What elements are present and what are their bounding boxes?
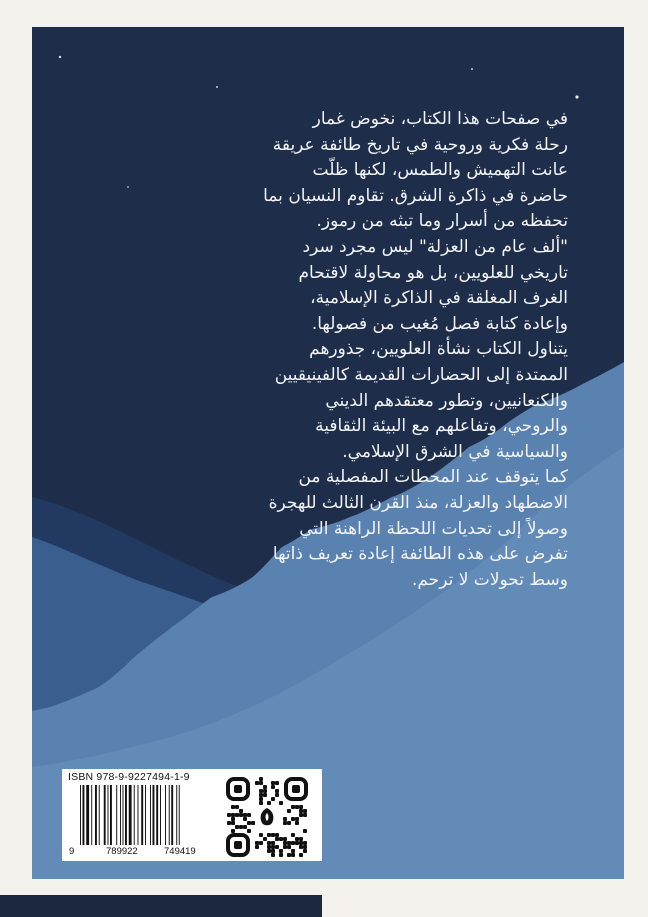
qr-module <box>275 793 279 797</box>
qr-module <box>243 817 247 821</box>
barcode-bar <box>110 785 112 845</box>
qr-module <box>299 805 303 809</box>
qr-module <box>243 813 247 817</box>
qr-module <box>271 841 275 845</box>
qr-module <box>271 849 275 853</box>
qr-module <box>279 849 283 853</box>
qr-module <box>299 837 303 841</box>
blurb-line: في صفحات هذا الكتاب، نخوض غمار <box>312 109 568 129</box>
barcode-bar <box>171 785 173 845</box>
barcode-bar <box>120 785 121 845</box>
spine-strip <box>0 895 322 917</box>
barcode-digits-right: 749419 <box>164 846 196 857</box>
barcode-bar <box>160 785 161 845</box>
qr-module <box>235 805 239 809</box>
barcode-bar <box>165 785 166 845</box>
blurb-line: وصولاً إلى تحديات اللحظة الراهنة التي <box>299 518 568 539</box>
qr-module <box>255 845 259 849</box>
qr-module <box>283 817 287 821</box>
qr-module <box>275 845 279 849</box>
qr-module <box>231 821 235 825</box>
qr-module <box>291 805 295 809</box>
qr-module <box>299 813 303 817</box>
qr-module <box>303 841 307 845</box>
barcode-bar <box>156 785 158 845</box>
qr-module <box>259 833 263 837</box>
barcode-bar <box>99 785 100 845</box>
star <box>575 95 578 98</box>
qr-module <box>279 837 283 841</box>
blurb-line: عانت التهميش والطمس، لكنها ظلّت <box>312 160 568 181</box>
qr-module <box>303 829 307 833</box>
star <box>471 68 473 70</box>
blurb-line: والكنعانيين، وتطور معتقدهم الديني <box>325 390 568 411</box>
qr-module <box>299 853 303 857</box>
qr-module <box>271 833 275 837</box>
barcode-digit-lead: 9 <box>69 846 75 857</box>
barcode-bar <box>179 785 180 845</box>
qr-module <box>231 817 235 821</box>
qr-module <box>287 853 291 857</box>
barcode-bar <box>86 785 89 845</box>
qr-module <box>267 849 271 853</box>
qr-module <box>227 821 231 825</box>
barcode-bar <box>129 785 132 845</box>
qr-module <box>267 845 271 849</box>
barcode-bar <box>123 785 124 845</box>
qr-module <box>271 797 275 801</box>
qr-module <box>267 841 271 845</box>
qr-module <box>271 785 275 789</box>
qr-module <box>263 793 267 797</box>
qr-module <box>231 813 235 817</box>
blurb-line: وإعادة كتابة فصل مُغيب من فصولها. <box>311 313 568 334</box>
barcode-bar <box>145 785 146 845</box>
barcode-bar <box>150 785 151 845</box>
qr-module <box>247 821 251 825</box>
qr-module <box>283 837 287 841</box>
qr-code-icon <box>224 775 310 859</box>
qr-module <box>235 813 239 817</box>
qr-module <box>255 841 259 845</box>
qr-module <box>227 813 231 817</box>
qr-module <box>255 781 259 785</box>
qr-module <box>295 817 299 821</box>
blurb-line: حاضرة في ذاكرة الشرق. تقاوم النسيان بما <box>263 185 568 206</box>
qr-module <box>267 833 271 837</box>
qr-module <box>295 841 299 845</box>
blurb-line: كما يتوقف عند المحطات المفصلية من <box>298 467 568 488</box>
qr-module <box>275 781 279 785</box>
qr-module <box>271 853 275 857</box>
qr-module <box>247 813 251 817</box>
qr-module <box>271 781 275 785</box>
qr-module <box>259 793 263 797</box>
qr-module <box>283 845 287 849</box>
qr-module <box>279 853 283 857</box>
qr-module <box>295 837 299 841</box>
qr-module <box>291 849 295 853</box>
qr-module <box>279 801 283 805</box>
qr-module <box>275 789 279 793</box>
qr-module <box>303 849 307 853</box>
blurb-line: والروحي، وتفاعلهم مع البيئة الثقافية <box>315 416 568 437</box>
barcode-bar <box>80 785 81 845</box>
blurb-line: "ألف عام من العزلة" ليس مجرد سرد <box>302 236 568 257</box>
star <box>216 86 218 88</box>
qr-module <box>303 809 307 813</box>
blurb-line: وسط تحولات لا ترحم. <box>411 569 568 590</box>
qr-module <box>259 797 263 801</box>
qr-module <box>259 841 263 845</box>
barcode-bar <box>153 785 155 845</box>
blurb-line: رحلة فكرية وروحية في تاريخ طائفة عريقة <box>272 134 568 155</box>
blurb-line: يتناول الكتاب نشأة العلويين، جذورهم <box>309 339 568 360</box>
barcode-bar <box>176 785 177 845</box>
qr-module <box>275 833 279 837</box>
qr-module <box>247 829 251 833</box>
barcode-bar <box>95 785 97 845</box>
qr-module <box>291 841 295 845</box>
barcode-bar <box>83 785 85 845</box>
qr-module <box>267 801 271 805</box>
isbn-label: ISBN 978-9-9227494-1-9 <box>68 771 190 783</box>
star <box>59 56 61 58</box>
qr-module <box>291 817 295 821</box>
qr-module <box>239 813 243 817</box>
qr-module <box>291 833 295 837</box>
barcode-bar <box>134 785 135 845</box>
blurb-line: الاضطهاد والعزلة، منذ القرن الثالث للهجرة <box>268 492 568 513</box>
qr-module <box>271 845 275 849</box>
qr-module <box>303 813 307 817</box>
qr-module <box>243 825 247 829</box>
qr-module <box>283 821 287 825</box>
blurb-line: تاريخي للعلويين، بل هو محاولة لاقتحام <box>298 262 568 283</box>
qr-module <box>295 805 299 809</box>
qr-module <box>235 825 239 829</box>
barcode-bar <box>169 785 170 845</box>
qr-module <box>287 809 291 813</box>
publisher-logo-icon <box>256 806 278 828</box>
qr-module <box>283 841 287 845</box>
qr-module <box>287 821 291 825</box>
qr-module <box>239 809 243 813</box>
barcode-bars <box>80 785 218 845</box>
blurb-line: تفرض على هذه الطائفة إعادة تعريف ذاتها <box>272 544 568 565</box>
book-back-cover <box>32 27 624 879</box>
qr-module <box>295 821 299 825</box>
barcode-bar <box>138 785 139 845</box>
barcode-bar <box>108 785 109 845</box>
barcode-bar <box>91 785 92 845</box>
back-cover-blurb <box>68 107 568 593</box>
qr-module <box>259 789 263 793</box>
blurb-line: الممتدة إلى الحضارات القديمة كالفينيقيين <box>274 364 568 385</box>
isbn-barcode-panel <box>62 769 322 861</box>
qr-module <box>263 837 267 841</box>
qr-module <box>299 841 303 845</box>
barcode-bar <box>116 785 117 845</box>
barcode-bar <box>141 785 143 845</box>
qr-module <box>299 845 303 849</box>
qr-module <box>287 841 291 845</box>
qr-module <box>259 777 263 781</box>
qr-module <box>303 845 307 849</box>
blurb-line: الغرف المغلقة في الذاكرة الإسلامية، <box>310 288 568 309</box>
qr-module <box>291 853 295 857</box>
blurb-line: تحفظه من أسرار وما تبثه من رموز. <box>316 211 568 232</box>
blurb-line: والسياسية في الشرق الإسلامي. <box>342 441 568 462</box>
qr-module <box>263 789 267 793</box>
qr-module <box>287 845 291 849</box>
qr-module <box>275 837 279 841</box>
qr-module <box>259 801 263 805</box>
qr-module <box>263 785 267 789</box>
barcode-bar <box>104 785 106 845</box>
barcode-bar <box>125 785 127 845</box>
qr-module <box>231 829 235 833</box>
qr-module <box>299 809 303 813</box>
qr-module <box>231 805 235 809</box>
qr-module <box>259 781 263 785</box>
qr-module <box>239 825 243 829</box>
qr-module <box>251 821 255 825</box>
barcode-digits-left: 789922 <box>106 846 138 857</box>
